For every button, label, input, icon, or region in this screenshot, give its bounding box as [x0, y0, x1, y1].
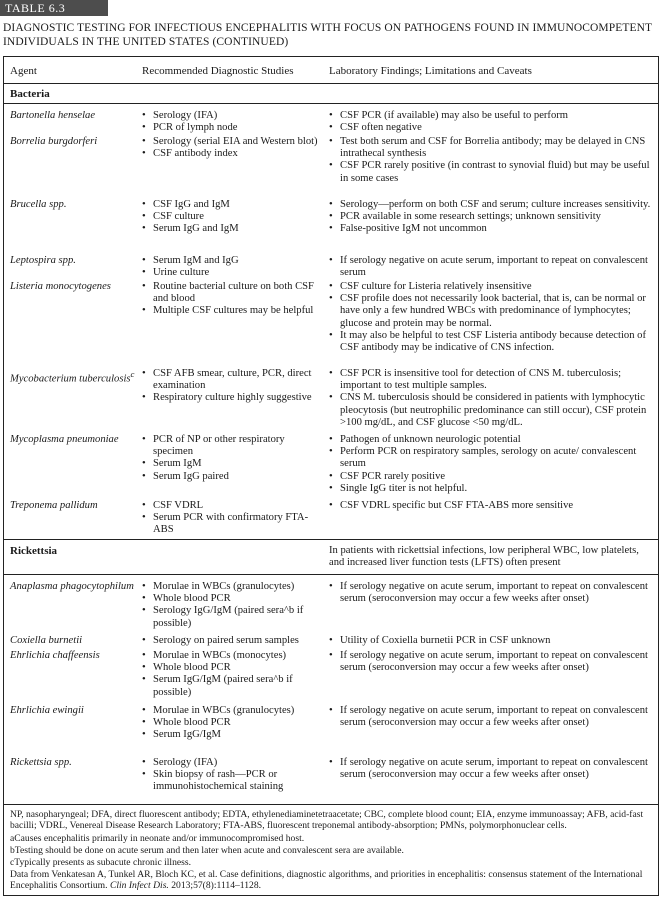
section-note: In patients with rickettsial infections, low peripheral WBC, low platelets, and increased liver function tests (LFTS) often present — [329, 545, 639, 569]
list-item: • Respiratory culture highly suggestive — [142, 392, 322, 404]
section-rule — [4, 539, 658, 540]
table-caption: DIAGNOSTIC TESTING FOR INFECTIOUS ENCEPHALITIS WITH FOCUS ON PATHOGENS FOUND IN IMMUNOCOMPETENT INDIVIDUALS IN THE UNITED STATES (CONTINUED) — [3, 22, 652, 48]
list-item: • Serology (IFA) — [142, 110, 322, 122]
list-item: • Multiple CSF cultures may be helpful — [142, 305, 322, 317]
studies-list — [142, 581, 322, 630]
list-item: • Urine culture — [142, 267, 322, 279]
list-item: • If serology negative on acute serum, important to repeat on convalescent serum (seroconversion may occur a few weeks after onset) — [329, 705, 655, 729]
list-item: • Serology IgG/IgM (paired sera^b if possible) — [142, 605, 322, 629]
header-rule — [4, 83, 658, 84]
section-title-rickettsia: Rickettsia — [10, 545, 58, 557]
agent-cell: Borrelia burgdorferi — [10, 136, 98, 147]
findings-list — [329, 434, 655, 495]
list-item: • CSF AFB smear, culture, PCR, direct examination — [142, 368, 322, 392]
agent-cell: Rickettsia spp. — [10, 757, 72, 768]
list-item: • If serology negative on acute serum, important to repeat on convalescent serum (seroconversion may occur a few weeks after onset) — [329, 757, 655, 781]
source-text: Data from Venkatesan A, Tunkel AR, Bloch KC, et al. Case definitions, diagnostic algorithms, and priorities in encephalitis: consensus statement of the International Encephalitis Consortium. — [10, 869, 643, 892]
list-item: • CSF IgG and IgM — [142, 199, 322, 211]
list-item: • Serum IgG/IgM (paired sera^b if possible) — [142, 674, 322, 698]
list-item: • Serology on paired serum samples — [142, 635, 322, 647]
list-item: • False-positive IgM not uncommon — [329, 223, 655, 235]
list-item: • Morulae in WBCs (granulocytes) — [142, 705, 322, 717]
studies-list — [142, 500, 322, 537]
list-item: • If serology negative on acute serum, important to repeat on convalescent serum (seroconversion may occur a few weeks after onset) — [329, 581, 655, 605]
studies-list — [142, 110, 322, 134]
list-item: • CSF VDRL — [142, 500, 322, 512]
list-item: • Test both serum and CSF for Borrelia antibody; may be delayed in CNS intrathecal synthesis — [329, 136, 655, 160]
findings-list — [329, 650, 655, 674]
list-item: • PCR of lymph node — [142, 122, 322, 134]
list-item: • CSF culture — [142, 211, 322, 223]
footnote-b: bTesting should be done on acute serum and then later when acute and convalescent sera are available. — [10, 845, 404, 856]
list-item: • It may also be helpful to test CSF Listeria antibody because detection of CSF antibody may be indicative of CNS infection. — [329, 330, 655, 354]
list-item: • Serum PCR with confirmatory FTA-ABS — [142, 512, 322, 536]
list-item: • Pathogen of unknown neurologic potential — [329, 434, 655, 446]
list-item: • Morulae in WBCs (monocytes) — [142, 650, 322, 662]
section-rule — [4, 103, 658, 104]
list-item: • CSF PCR rarely positive — [329, 471, 655, 483]
footnote-rule — [4, 804, 658, 805]
agent-cell: Ehrlichia chaffeensis — [10, 650, 100, 661]
list-item: • Serum IgG paired — [142, 471, 322, 483]
list-item: • PCR available in some research settings; unknown sensitivity — [329, 211, 655, 223]
findings-list — [329, 581, 655, 605]
list-item: • CSF culture for Listeria relatively insensitive — [329, 281, 655, 293]
findings-list — [329, 255, 655, 279]
studies-list — [142, 757, 322, 794]
list-item: • CSF often negative — [329, 122, 655, 134]
table-frame — [3, 56, 659, 896]
column-header-findings: Laboratory Findings; Limitations and Caveats — [329, 65, 532, 77]
list-item: • If serology negative on acute serum, important to repeat on convalescent serum — [329, 255, 655, 279]
list-item: • CSF PCR is insensitive tool for detection of CNS M. tuberculosis; important to test multiple samples. — [329, 368, 655, 392]
agent-cell: Anaplasma phagocytophilum — [10, 581, 134, 592]
footnote-marker: c — [130, 369, 135, 379]
column-header-agent: Agent — [10, 65, 37, 77]
list-item: • Serum IgG and IgM — [142, 223, 322, 235]
list-item: • Routine bacterial culture on both CSF and blood — [142, 281, 322, 305]
agent-cell: Bartonella henselae — [10, 110, 96, 121]
list-item: • PCR of NP or other respiratory specimen — [142, 434, 322, 458]
table-label: TABLE 6.3 — [0, 0, 108, 16]
list-item: • Serology—perform on both CSF and serum; culture increases sensitivity. — [329, 199, 655, 211]
studies-list — [142, 635, 322, 647]
studies-list — [142, 136, 322, 160]
list-item: • CSF PCR rarely positive (in contrast to synovial fluid) but may be useful in some cases — [329, 160, 655, 184]
findings-list — [329, 136, 655, 185]
footnote-c: cTypically presents as subacute chronic illness. — [10, 857, 192, 868]
agent-cell: Treponema pallidum — [10, 500, 98, 511]
list-item: • Serology (IFA) — [142, 757, 322, 769]
section-rule — [4, 574, 658, 575]
section-title-bacteria: Bacteria — [10, 88, 50, 100]
agent-cell: Coxiella burnetii — [10, 635, 83, 646]
studies-list — [142, 650, 322, 699]
studies-list — [142, 281, 322, 318]
agent-cell: Leptospira spp. — [10, 255, 76, 266]
studies-list — [142, 368, 322, 405]
agent-cell — [10, 368, 138, 386]
agent-name: Mycobacterium tuberculosis — [10, 373, 131, 385]
column-header-studies: Recommended Diagnostic Studies — [142, 65, 294, 77]
list-item: • Serology (serial EIA and Western blot) — [142, 136, 322, 148]
agent-cell: Brucella spp. — [10, 199, 67, 210]
studies-list — [142, 255, 322, 279]
agent-cell: Mycoplasma pneumoniae — [10, 434, 119, 445]
list-item: • Single IgG titer is not helpful. — [329, 483, 655, 495]
findings-list — [329, 757, 655, 781]
findings-list — [329, 500, 655, 512]
agent-cell: Listeria monocytogenes — [10, 281, 111, 292]
source-volume: 2013;57(8):1114–1128. — [168, 880, 262, 892]
agent-cell: Ehrlichia ewingii — [10, 705, 84, 716]
list-item: • CSF antibody index — [142, 148, 322, 160]
footnote-a: aCauses encephalitis primarily in neonate and/or immunocompromised host. — [10, 833, 305, 844]
column-headers — [4, 57, 658, 83]
list-item: • Whole blood PCR — [142, 717, 322, 729]
source-citation — [10, 869, 654, 892]
list-item: • Serum IgM — [142, 458, 322, 470]
list-item: • If serology negative on acute serum, important to repeat on convalescent serum (seroconversion may occur a few weeks after onset) — [329, 650, 655, 674]
list-item: • Serum IgG/IgM — [142, 729, 322, 741]
list-item: • Morulae in WBCs (granulocytes) — [142, 581, 322, 593]
findings-list — [329, 635, 655, 647]
findings-list — [329, 705, 655, 729]
source-journal: Clin Infect Dis. — [109, 880, 169, 892]
list-item: • Skin biopsy of rash—PCR or immunohistochemical staining — [142, 769, 322, 793]
studies-list — [142, 705, 322, 742]
list-item: • Whole blood PCR — [142, 662, 322, 674]
list-item: • Serum IgM and IgG — [142, 255, 322, 267]
studies-list — [142, 199, 322, 236]
footnote-abbreviations: NP, nasopharyngeal; DFA, direct fluorescent antibody; EDTA, ethylenediaminetetraacetate; CBC, complete blood count; EIA, enzyme immunoassay; AFB, acid-fast bacilli; VDRL, Venereal Disease Research Laboratory; FTA-ABS, fluorescent treponemal antibody-absorption; PMNs, polymorphonuclear cells. — [10, 809, 644, 832]
list-item: • CSF VDRL specific but CSF FTA-ABS more sensitive — [329, 500, 655, 512]
list-item: • CNS M. tuberculosis should be considered in patients with lymphocytic pleocytosis (but neutrophilic predominance can still occur), CSF protein >100 mg/dL, and CSF glucose <50 mg/dL. — [329, 392, 655, 429]
findings-list — [329, 281, 655, 354]
list-item: • CSF PCR (if available) may also be useful to perform — [329, 110, 655, 122]
list-item: • Utility of Coxiella burnetii PCR in CSF unknown — [329, 635, 655, 647]
list-item: • Perform PCR on respiratory samples, serology on acute/ convalescent serum — [329, 446, 655, 470]
findings-list — [329, 199, 655, 236]
list-item: • Whole blood PCR — [142, 593, 322, 605]
findings-list — [329, 368, 655, 429]
studies-list — [142, 434, 322, 483]
list-item: • CSF profile does not necessarily look bacterial, that is, can be normal or have only a few hundred WBCs with predominance of lymphocytes; glucose and protein may be normal. — [329, 293, 655, 330]
findings-list — [329, 110, 655, 134]
